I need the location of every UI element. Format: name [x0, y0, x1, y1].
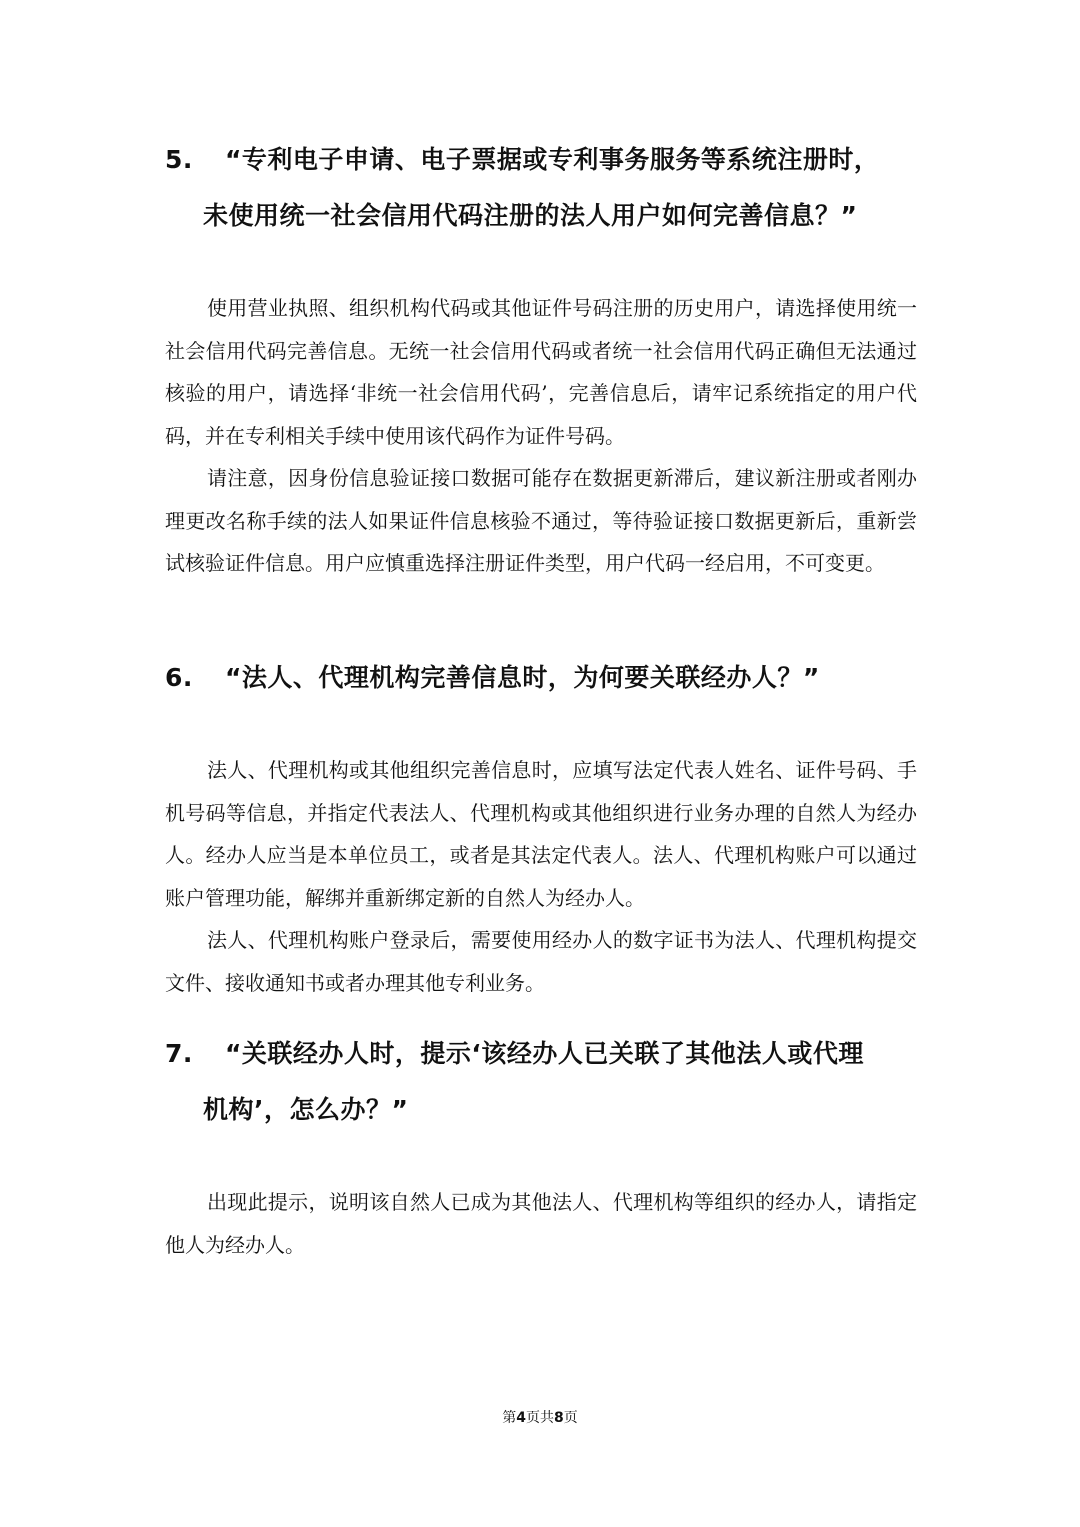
section-5-title-line2: 未使用统一社会信用代码注册的法人用户如何完善信息？”: [203, 201, 858, 230]
section-5-number: 5.: [165, 145, 193, 174]
section-7-title-line1: “关联经办人时，提示‘该经办人已关联了其他法人或代理: [225, 1039, 864, 1068]
footer-suffix: 页: [563, 1410, 578, 1426]
section-6-heading: [165, 650, 925, 706]
section-5-title-line1: “专利电子申请、电子票据或专利事务服务等系统注册时，: [225, 145, 880, 174]
page-number-footer: [0, 1407, 1080, 1427]
section-7-number: 7.: [165, 1039, 193, 1068]
footer-middle: 页共: [526, 1410, 554, 1426]
section-7-title-line2: 机构’，怎么办？”: [203, 1095, 409, 1124]
section-5-paragraph-1: 使用营业执照、组织机构代码或其他证件号码注册的历史用户，请选择使用统一社会信用代码完善信息。无统一社会信用代码或者统一社会信用代码正确但无法通过核验的用户，请选择‘非统一社会信用代码’，完善信息后，请牢记系统指定的用户代码，并在专利相关手续中使用该代码作为证件号码。: [165, 296, 917, 448]
section-6-number: 6.: [165, 663, 193, 692]
section-7-heading-line1: [165, 1026, 925, 1082]
section-6-paragraph-1: 法人、代理机构或其他组织完善信息时，应填写法定代表人姓名、证件号码、手机号码等信息，并指定代表法人、代理机构或其他组织进行业务办理的自然人为经办人。经办人应当是本单位员工，或者是其法定代表人。法人、代理机构账户可以通过账户管理功能，解绑并重新绑定新的自然人为经办人。: [165, 758, 917, 910]
section-7-paragraph-1: 出现此提示，说明该自然人已成为其他法人、代理机构等组织的经办人，请指定他人为经办人。: [165, 1190, 917, 1257]
section-6-title-line1: “法人、代理机构完善信息时，为何要关联经办人？”: [225, 663, 820, 692]
footer-total-pages: 8: [554, 1410, 564, 1426]
section-5-heading-line1: [165, 132, 925, 188]
section-7-heading: [165, 1026, 925, 1138]
section-6-heading-line1: [165, 650, 925, 706]
footer-current-page: 4: [516, 1410, 526, 1426]
footer-prefix: 第: [502, 1410, 517, 1426]
section-5-heading: [165, 132, 925, 244]
section-5-paragraph-2: 请注意，因身份信息验证接口数据可能存在数据更新滞后，建议新注册或者刚办理更改名称手续的法人如果证件信息核验不通过，等待验证接口数据更新后，重新尝试核验证件信息。用户应慎重选择注册证件类型，用户代码一经启用，不可变更。: [165, 466, 917, 575]
section-6-paragraph-2: 法人、代理机构账户登录后，需要使用经办人的数字证书为法人、代理机构提交文件、接收通知书或者办理其他专利业务。: [165, 928, 917, 995]
